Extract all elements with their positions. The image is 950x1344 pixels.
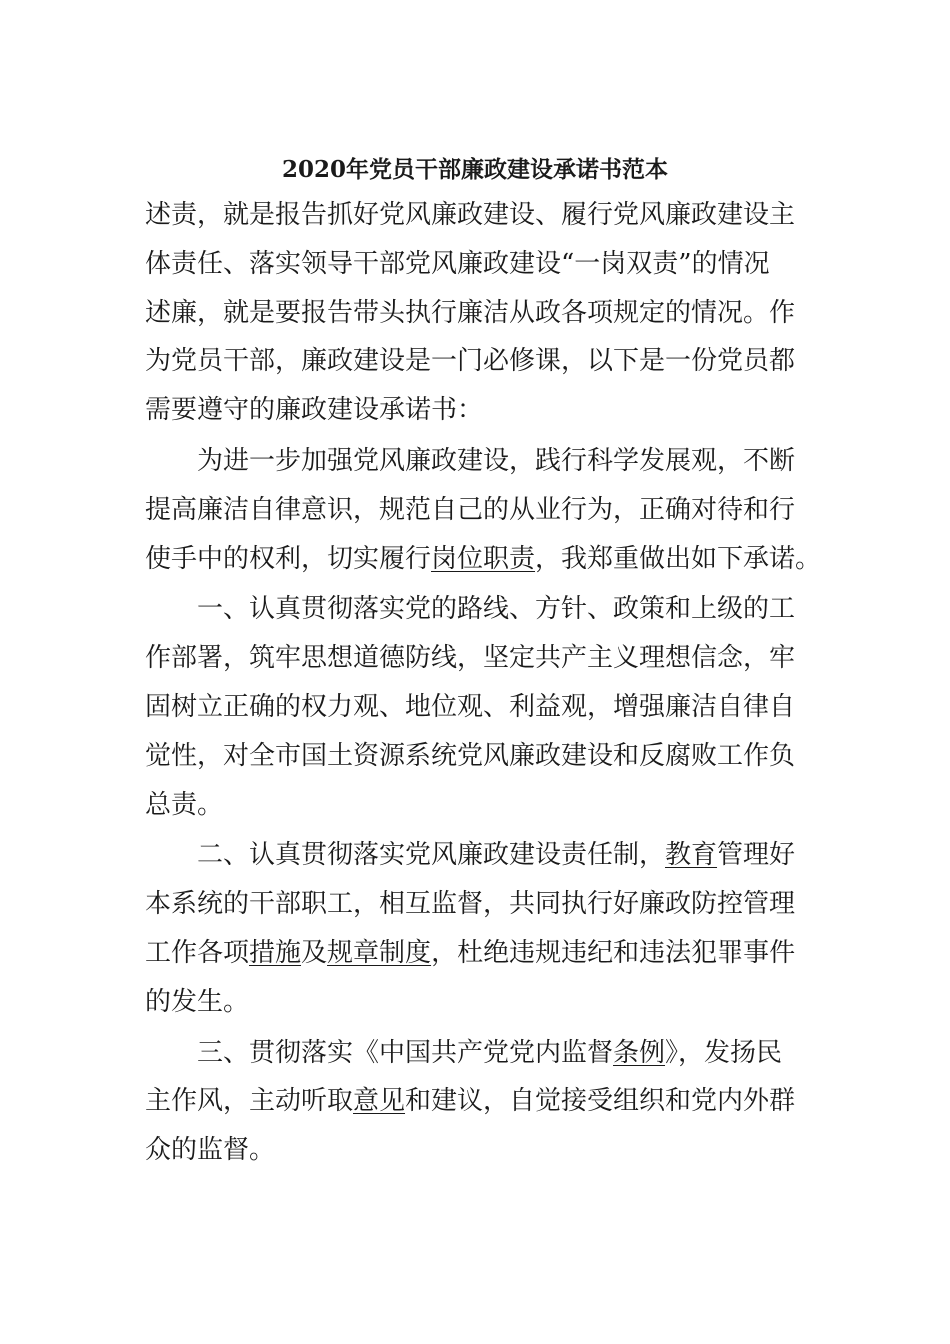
intro-line: 述廉，就是要报告带头执行廉洁从政各项规定的情况。作 xyxy=(145,297,796,328)
intro-paragraph xyxy=(145,191,805,435)
paragraph-line: 固树立正确的权力观、地位观、利益观，增强廉洁自律自 xyxy=(145,691,796,722)
text-segment: 工作各项 xyxy=(145,937,250,968)
paragraph-line xyxy=(145,1029,805,1078)
paragraph-line xyxy=(145,831,805,880)
intro-line: 为党员干部，廉政建设是一门必修课，以下是一份党员都 xyxy=(145,346,796,377)
link-measures[interactable]: 措施 xyxy=(249,937,302,968)
text-segment: 二、认真贯彻落实党风廉政建设责任制， xyxy=(197,840,666,871)
document-body xyxy=(145,191,822,1175)
text-segment: 》，发扬民 xyxy=(665,1037,783,1068)
paragraph-line: 本系统的干部职工，相互监督，共同执行好廉政防控管理 xyxy=(145,889,796,920)
intro-line: 体责任、落实领导干部党风廉政建设“一岗双责”的情况 xyxy=(145,248,770,279)
paragraph-line xyxy=(145,1077,805,1126)
link-opinions[interactable]: 意见 xyxy=(353,1086,406,1117)
link-regulation[interactable]: 条例 xyxy=(613,1037,666,1068)
commitment-two-paragraph xyxy=(145,831,805,1026)
text-segment: 管理好 xyxy=(717,840,796,871)
paragraph-line: 觉性，对全市国土资源系统党风廉政建设和反腐败工作负 xyxy=(145,740,796,771)
paragraph-line: 总责。 xyxy=(145,789,224,820)
link-education[interactable]: 教育 xyxy=(665,840,718,871)
text-segment: 三、贯彻落实《中国共产党党内监督 xyxy=(197,1037,614,1068)
link-regulations[interactable]: 规章制度 xyxy=(327,937,432,968)
commitment-three-paragraph xyxy=(145,1029,805,1175)
pledge-paragraph xyxy=(145,437,822,583)
paragraph-line: 一、认真贯彻落实党的路线、方针、政策和上级的工 xyxy=(197,594,796,625)
text-segment: 及 xyxy=(301,937,328,968)
paragraph-line: 的发生。 xyxy=(145,986,250,1017)
text-segment: 和建议，自觉接受组织和党内外群 xyxy=(405,1086,796,1117)
paragraph-line: 作部署，筑牢思想道德防线，坚定共产主义理想信念，牢 xyxy=(145,643,796,674)
text-segment: ，杜绝违规违纪和违法犯罪事件 xyxy=(431,937,796,968)
text-segment: 主作风，主动听取 xyxy=(145,1086,354,1117)
link-job-duties[interactable]: 岗位职责 xyxy=(431,543,536,574)
paragraph-line xyxy=(145,535,822,584)
paragraph-line: 众的监督。 xyxy=(145,1135,276,1166)
intro-line: 述责，就是报告抓好党风廉政建设、履行党风廉政建设主 xyxy=(145,200,796,230)
intro-line: 需要遵守的廉政建设承诺书： xyxy=(145,395,484,426)
document-title: 2020年党员干部廉政建设承诺书范本 xyxy=(281,156,668,183)
paragraph-line: 提高廉洁自律意识，规范自己的从业行为，正确对待和行 xyxy=(145,494,796,525)
paragraph-line xyxy=(145,929,805,978)
commitment-one-paragraph xyxy=(145,585,805,829)
text-segment: ，我郑重做出如下承诺。 xyxy=(535,543,822,574)
text-segment: 使手中的权利，切实履行 xyxy=(145,543,432,574)
paragraph-line: 为进一步加强党风廉政建设，践行科学发展观，不断 xyxy=(197,445,796,476)
